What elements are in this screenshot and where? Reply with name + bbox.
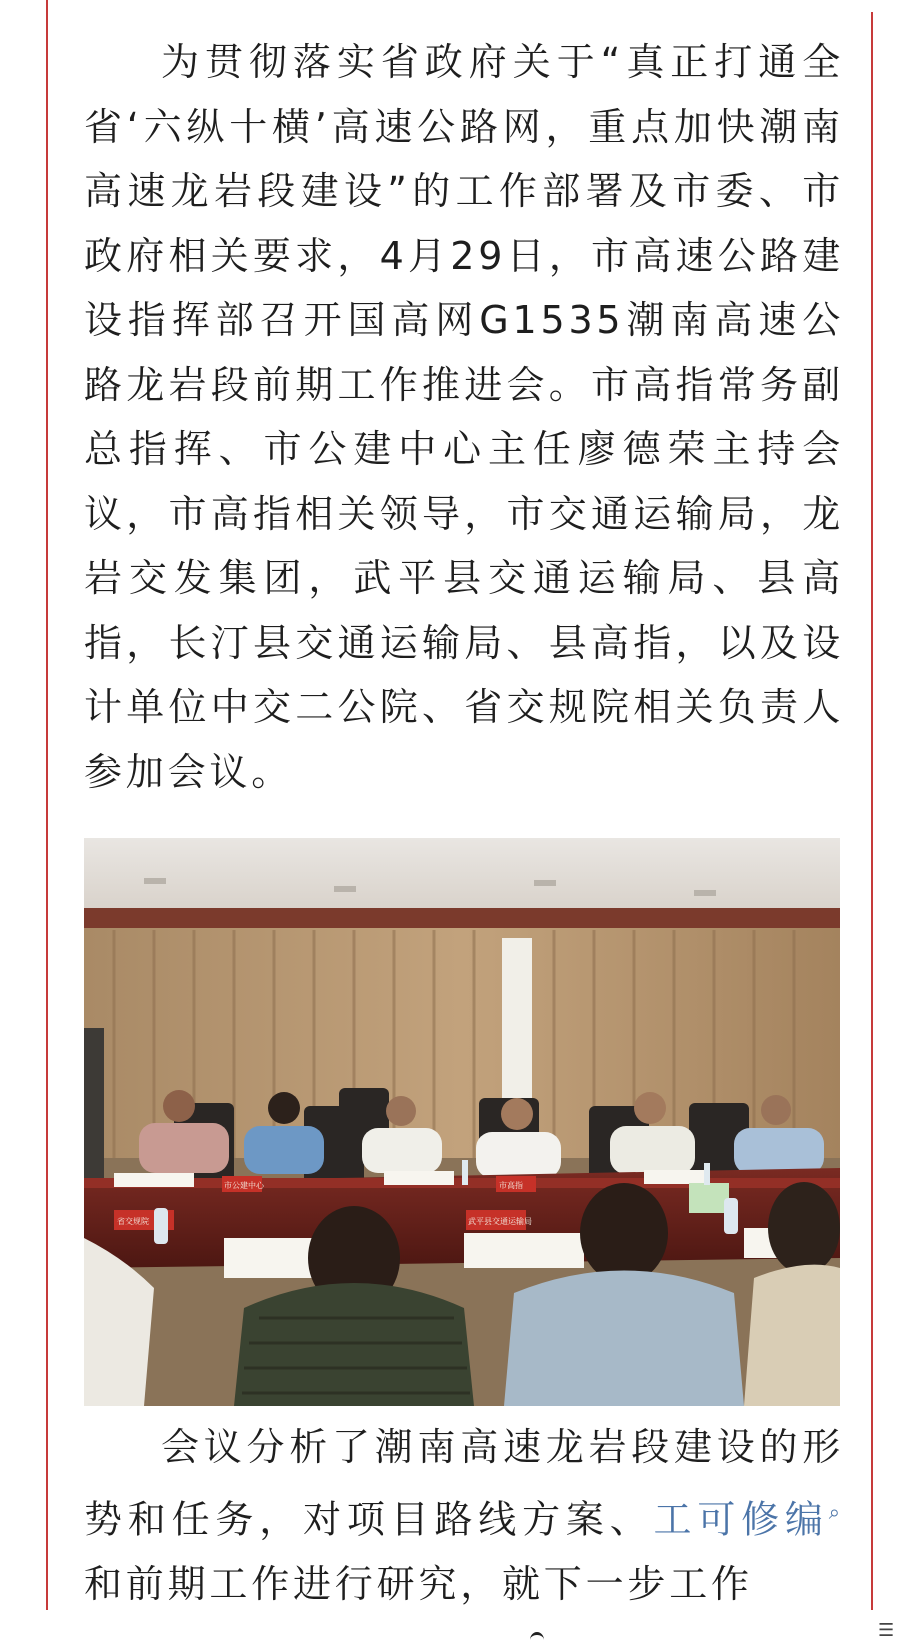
search-icon[interactable]: ⌕ (828, 1499, 840, 1524)
article-paragraph-1: 为贯彻落实省政府关于“真正打通全省‘六纵十横’高速公路网，重点加快潮南高速龙岩段建设”的工作部署及市委、市政府相关要求，4月29日，市高速公路建设指挥部召开国高网G1535潮南高速公路龙岩段前期工作推进会。市高指常务副总指挥、市公建中心主任廖德荣主持会议，市高指相关领导，市交通运输局，龙岩交发集团，武平县交通运输局、县高指，长汀县交通运输局、县高指，以及设计单位中交二公院、省交规院相关负责人参加会议。 (84, 40, 844, 794)
table-sign-4: 武平县交通运输局 (468, 1217, 532, 1226)
table-sign-3: 省交规院 (117, 1217, 149, 1226)
paragraph-2-text-a: 会议分析了潮南高速龙岩段建设的形势和任务，对项目路线方案、 (84, 1425, 844, 1542)
table-sign-2: 市高指 (499, 1181, 523, 1190)
table-sign-1: 市公建中心 (224, 1181, 264, 1190)
article-paragraph-2 (84, 1415, 844, 1616)
article-body (84, 30, 844, 804)
keyword-link[interactable]: 工可修编 (653, 1497, 829, 1542)
meeting-photo (84, 838, 840, 1406)
right-red-rule (871, 12, 873, 1610)
left-red-rule (46, 0, 48, 1610)
corner-menu-icon[interactable]: ☰ (878, 1620, 895, 1641)
paragraph-2-text-b: 和前期工作进行研究，就下一步工作 (84, 1561, 753, 1606)
bottom-bar (0, 1610, 922, 1645)
share-arc-icon[interactable] (530, 1632, 544, 1648)
